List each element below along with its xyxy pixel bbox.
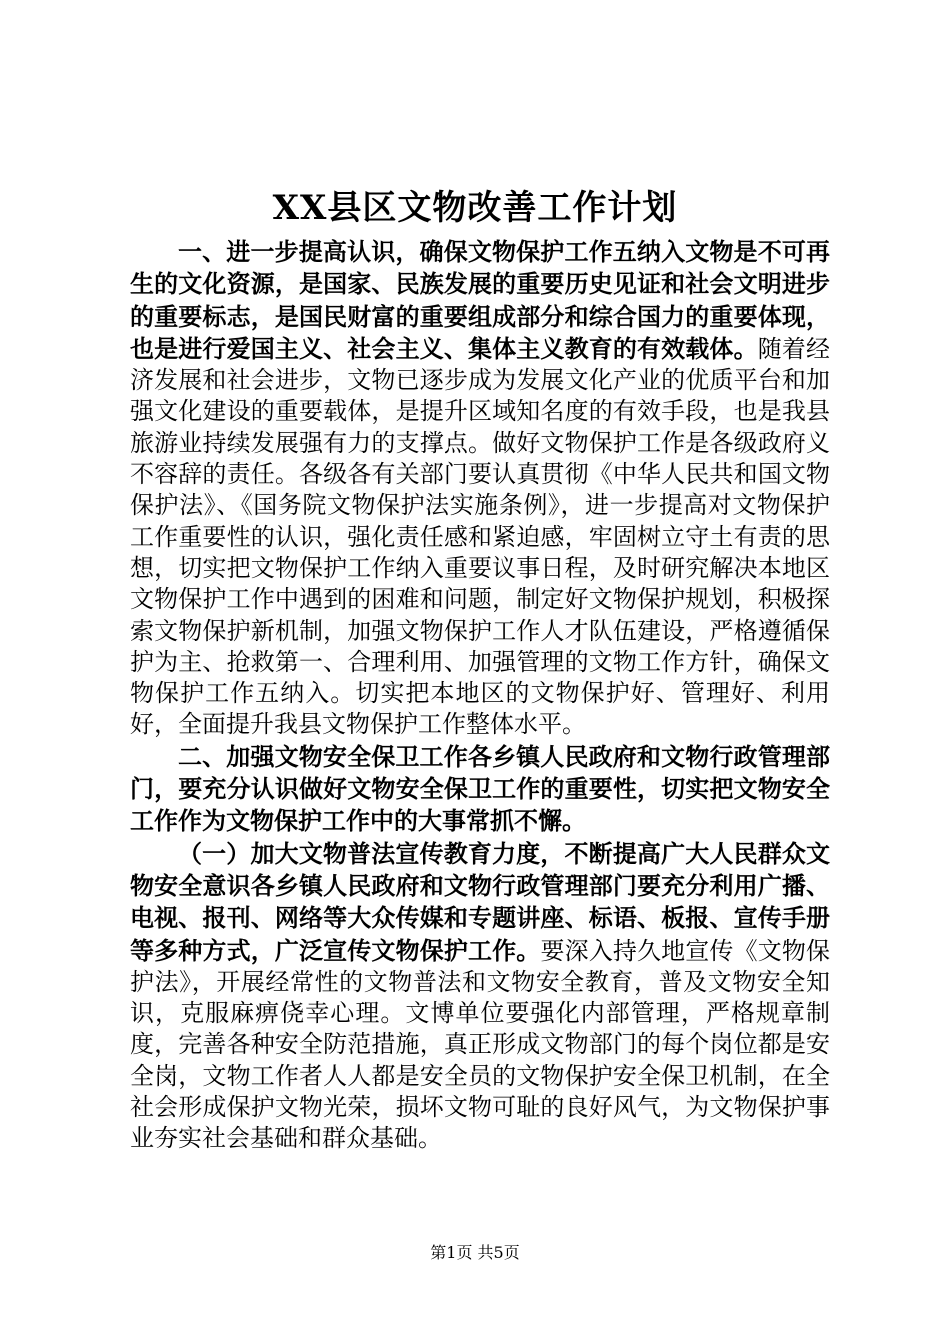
paragraph-1 <box>130 236 830 741</box>
paragraph-2-heading: 二、加强文物安全保卫工作各乡镇人民政府和文物行政管理部门，要充分认识做好文物安全保卫工作的重要性，切实把文物安全工作作为文物保护工作中的大事常抓不懈。 <box>130 741 830 836</box>
paragraph-3-text: 要深入持久地宣传《文物保护法》，开展经常性的文物普法和文物安全教育，普及文物安全知识，克服麻痹侥幸心理。文博单位要强化内部管理，严格规章制度，完善各种安全防范措施，真正形成文物部门的每个岗位都是安全岗，文物工作者人人都是安全员的文物保护安全保卫机制，在全社会形成保护文物光荣，损坏文物可耻的良好风气，为文物保护事业夯实社会基础和群众基础。 <box>130 936 831 1153</box>
document-body <box>130 236 830 1155</box>
page-number-footer: 第1页 共5页 <box>430 1243 520 1262</box>
paragraph-1-heading: 一、进一步提高认识，确保文物保护工作五纳入文物是不可再生的文化资源，是国家、民族发展的重要历史见证和社会文明进步的重要标志，是国民财富的重要组成部分和综合国力的重要体现，也是进行爱国主义、社会主义、集体主义教育的有效载体。 <box>130 237 830 363</box>
document-title: XX县区文物改善工作计划 <box>272 188 678 228</box>
paragraph-2 <box>130 741 830 838</box>
paragraph-1-text: 随着经济发展和社会进步，文物已逐步成为发展文化产业的优质平台和加强文化建设的重要载体，是提升区域知名度的有效手段，也是我县旅游业持续发展强有力的支撑点。做好文物保护工作是各级政府义不容辞的责任。各级各有关部门要认真贯彻《中华人民共和国文物保护法》、《国务院文物保护法实施条例》，进一步提高对文物保护工作重要性的认识，强化责任感和紧迫感，牢固树立守土有责的思想，切实把文物保护工作纳入重要议事日程，及时研究解决本地区文物保护工作中遇到的困难和问题，制定好文物保护规划，积极探索文物保护新机制，加强文物保护工作人才队伍建设，严格遵循保护为主、抢救第一、合理利用、加强管理的文物工作方针，确保文物保护工作五纳入。切实把本地区的文物保护好、管理好、利用好，全面提升我县文物保护工作整体水平。 <box>130 334 831 739</box>
paragraph-3 <box>130 838 830 1155</box>
paragraph-3-heading: （一）加大文物普法宣传教育力度，不断提高广大人民群众文物安全意识各乡镇人民政府和文物行政管理部门要充分利用广播、电视、报刊、网络等大众传媒和专题讲座、标语、板报、宣传手册等多种方式，广泛宣传文物保护工作。 <box>130 838 830 965</box>
